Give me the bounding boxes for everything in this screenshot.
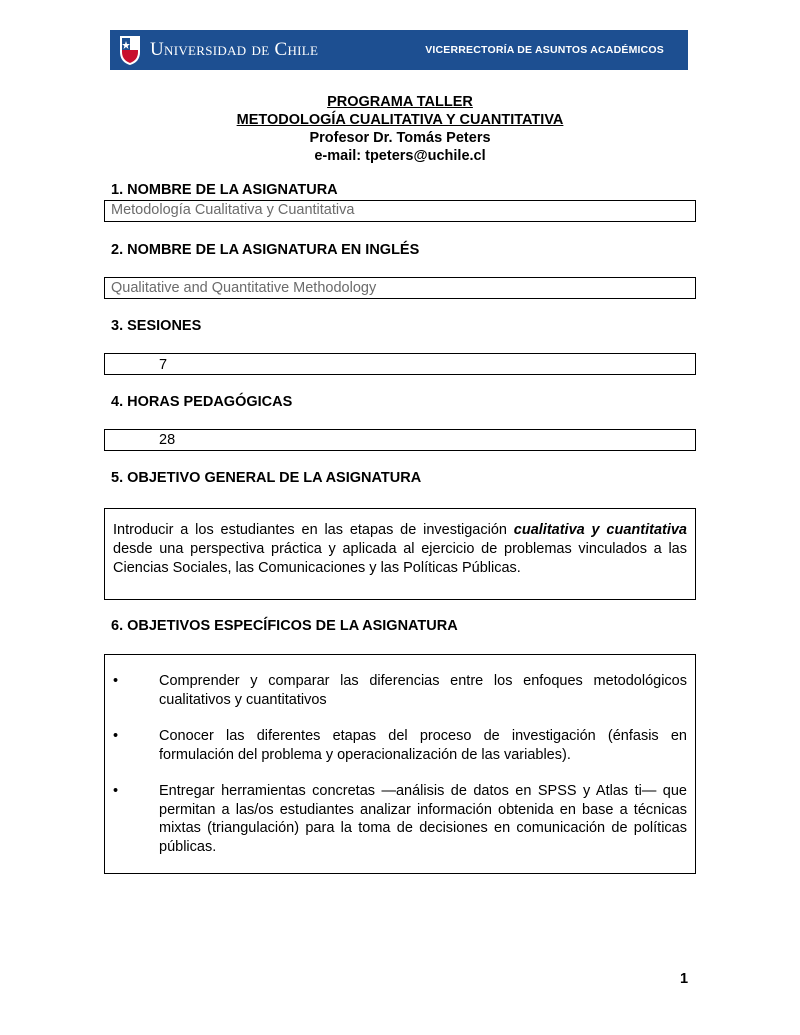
list-item (113, 782, 687, 856)
section-2-box (104, 277, 696, 299)
section-6-heading: 6. OBJETIVOS ESPECÍFICOS DE LA ASIGNATURA (111, 618, 458, 634)
professor-email: e-mail: tpeters@uchile.cl (314, 148, 486, 164)
specific-objective-1: Comprender y comparar las diferencias entre los enfoques metodológicos cualitativos y cuantitativos (159, 673, 687, 708)
section-2-heading: 2. NOMBRE DE LA ASIGNATURA EN INGLÉS (111, 242, 420, 258)
section-3-box (104, 353, 696, 375)
section-1-heading: 1. NOMBRE DE LA ASIGNATURA (111, 182, 338, 198)
list-item (113, 727, 687, 764)
list-item (113, 672, 687, 709)
university-crest-icon (118, 34, 142, 66)
general-objective-emphasis: cualitativa y cuantitativa (513, 522, 687, 538)
specific-objectives-list (105, 655, 695, 856)
section-1-value: Metodología Cualitativa y Cuantitativa (111, 202, 355, 218)
specific-objective-2: Conocer las diferentes etapas del proceso de investigación (énfasis en formulación del problema y operacionalización de las variables). (159, 728, 687, 763)
bullet-icon: • (113, 673, 119, 689)
general-objective-part-c: desde una perspectiva práctica y aplicada al ejercicio de problemas vinculados a las Ciencias Sociales, las Comunicaciones y las Políticas Públicas. (113, 541, 687, 576)
page-number: 1 (680, 971, 689, 987)
general-objective-part-a: Introducir a los estudiantes en las etapas de investigación (113, 522, 514, 538)
university-logo (118, 34, 318, 66)
bullet-icon: • (113, 783, 119, 799)
general-objective-text (105, 509, 695, 578)
title-line-2: METODOLOGÍA CUALITATIVA Y CUANTITATIVA (236, 112, 564, 128)
specific-objective-3: Entregar herramientas concretas —análisis de datos en SPSS y Atlas ti— que permitan a las/os estudiantes analizar información obtenida en base a técnicas mixtas (triangulación) para la toma de decisiones en comunicación de políticas públicas. (159, 783, 687, 855)
bullet-icon: • (113, 728, 119, 744)
section-6-box (104, 654, 696, 874)
section-4-heading: 4. HORAS PEDAGÓGICAS (111, 394, 293, 410)
document-title-block (0, 93, 800, 165)
header-banner (110, 30, 688, 70)
professor-name: Profesor Dr. Tomás Peters (309, 130, 491, 146)
section-5-heading: 5. OBJETIVO GENERAL DE LA ASIGNATURA (111, 470, 422, 486)
section-3-value: 7 (159, 357, 168, 373)
section-1-box (104, 200, 696, 222)
section-5-box (104, 508, 696, 600)
section-2-value: Qualitative and Quantitative Methodology (111, 280, 377, 296)
university-name: Universidad de Chile (150, 39, 319, 60)
section-3-heading: 3. SESIONES (111, 318, 202, 334)
title-line-1: PROGRAMA TALLER (327, 94, 473, 110)
section-4-value: 28 (159, 432, 176, 448)
section-4-box (104, 429, 696, 451)
vicerrectoria-name: VICERRECTORÍA DE ASUNTOS ACADÉMICOS (425, 44, 664, 56)
